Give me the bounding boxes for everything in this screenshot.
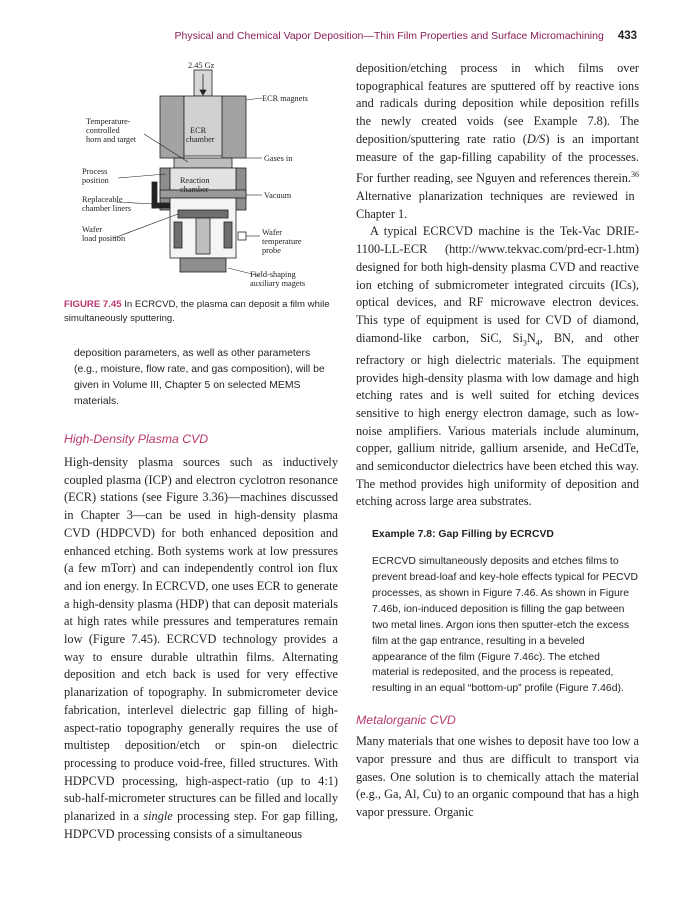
section-heading-hdpcvd: High-Density Plasma CVD: [64, 432, 209, 446]
label-gases-in: Gases in: [264, 154, 293, 163]
label-replaceable-liners: Replaceable chamber liners: [82, 195, 132, 213]
caption-label: FIGURE 7.45: [64, 299, 122, 310]
ecr-magnet-right-shape: [222, 96, 246, 158]
ecr-magnet-left-shape: [160, 96, 184, 158]
right-column: [356, 60, 639, 822]
label-wafer-load: Wafer load position: [82, 225, 126, 243]
label-process-position: Process position: [82, 167, 109, 185]
label-ecr-chamber: ECR chamber: [186, 126, 215, 144]
wafer-stage-shape: [178, 210, 228, 218]
label-temp-horn: Temperature-controlled horn and target: [86, 117, 137, 144]
caption-text: In ECRCVD, the plasma can deposit a film while simultaneously sputtering.: [64, 299, 330, 324]
paragraph-mocvd: Many materials that one wishes to deposit have too low a vapor pressure and thus are difficult to transport via gases. One solution is to chemically attach the material (e.g., Ga, Al, Cu) to an organic compound that has a high vapor pressure. Organic: [356, 734, 639, 820]
label-frequency: 2.45 Gz: [188, 62, 215, 70]
ecrcvd-schematic: [78, 62, 340, 294]
example-text: ECRCVD simultaneously deposits and etches films to prevent bread-loaf and key-hole effects typical for PECVD processes, as shown in Figure 7.46. As shown in Figure 7.46b, ion-induced deposition is filling the gap between two metal lines. Argon ions then sputter-etch the excess film at the gap entrance, resulting in a beveled appearance of the film (Figure 7.46c). The etched material is redeposited, and the process is repeated, resulting in an equal “bottom-up” profile (Figure 7.46d).: [372, 556, 639, 695]
figure-caption: [64, 298, 338, 325]
paragraph-deposition-etching: deposition/etching process in which films over topographical features are sputtered off by reactive ions and radicals during deposition while deposition refills the newly created voids (see Example 7.8). The deposition/sputtering rate ratio (D/S) is an important measure of the gap-filling capability of the processes. For further reading, see Nguyen and references therein.$^{36}$ Alternative planarization techniques are reviewed in Chapter 1.: [356, 61, 639, 221]
example-title: Example 7.8: Gap Filling by ECRCVD: [372, 529, 554, 541]
paragraph-tekvac: A typical ECRCVD machine is the Tek-Vac DRIE-1100-LL-ECR (http://www.tekvac.com/prd-ecr-1.htm) designed for both high-density plasma CVD and reactive ion etching of submicrometer integrated circuits (ICs), optical devices, and RF microwave electron devices. This type of equipment is used for CVD of diamond, diamond-like carbon, SiC, $Si_3N_4$, BN, and other refractory or high dielectric materials. The equipment provides high-density plasma with low damage and high etching rates and is well suited for etching devices sensitive to high energy electron damage, such as low-noise amplifiers. Various materials include aluminum, copper, gallium nitride, gallium arsenide, and HeCdTe, and semiconductor dielectrics have been etched this way. The method provides high uniformity of deposition and etching across large area substrates.: [356, 224, 639, 509]
continued-paragraph: deposition parameters, as well as other parameters (e.g., moisture, flow rate, and gas composition), will be given in Volume III, Chapter 5 on selected MEMS materials.: [74, 348, 325, 407]
example-box: [356, 529, 639, 697]
running-title: Physical and Chemical Vapor Deposition—Thin Film Properties and Surface Micromachining: [174, 30, 604, 42]
label-reaction-chamber: Reaction chamber: [180, 176, 210, 194]
running-header: [174, 30, 637, 42]
label-ecr-magnets: ECR magnets: [262, 94, 308, 103]
section-heading-mocvd: Metalorganic CVD: [356, 713, 456, 728]
label-vacuum: Vacuum: [264, 191, 292, 200]
page-number: 433: [617, 30, 637, 42]
left-column: [64, 432, 338, 843]
label-wafer-temperature-probe: Wafer temperature probe: [262, 228, 302, 255]
field-shaping-magnet-shape: [180, 258, 226, 272]
label-field-shaping: Field-shaping auxiliary magets: [250, 270, 306, 288]
paragraph-hdpcvd: High-density plasma sources such as inductively coupled plasma (ICP) and electron cyclotron resonance (ECR) stations (see Figure 3.36)—machines discussed in Chapter 3—can be used in high-density plasma CVD (HDPCVD) for both enhanced deposition and enhanced etching. Both systems work at low pressures (a few mTorr) and can independently control ion flux and ion energy. In ECRCVD, one uses ECR to generate a high-density plasma (HDP) that can deposit materials at high rates while pressures and temperatures remain low (Figure 7.45). ECRCVD technology provides a way to ensure durable ultrathin films. Alternating deposition and etch back is used for very effective planarization of topography. In submicrometer device fabrication, interlevel dielectric gap filling of high-aspect-ratio topography generally requires the use of multistep deposition/etch or spin-on dielectric processing to produce void-free, filled structures. With HDPCVD processing, high-aspect-ratio (up to 4:1) sub-half-micrometer structures can be filled and locally planarized in a single processing step. For gap filling, HDPCVD processing consists of a simultaneous: [64, 455, 338, 841]
